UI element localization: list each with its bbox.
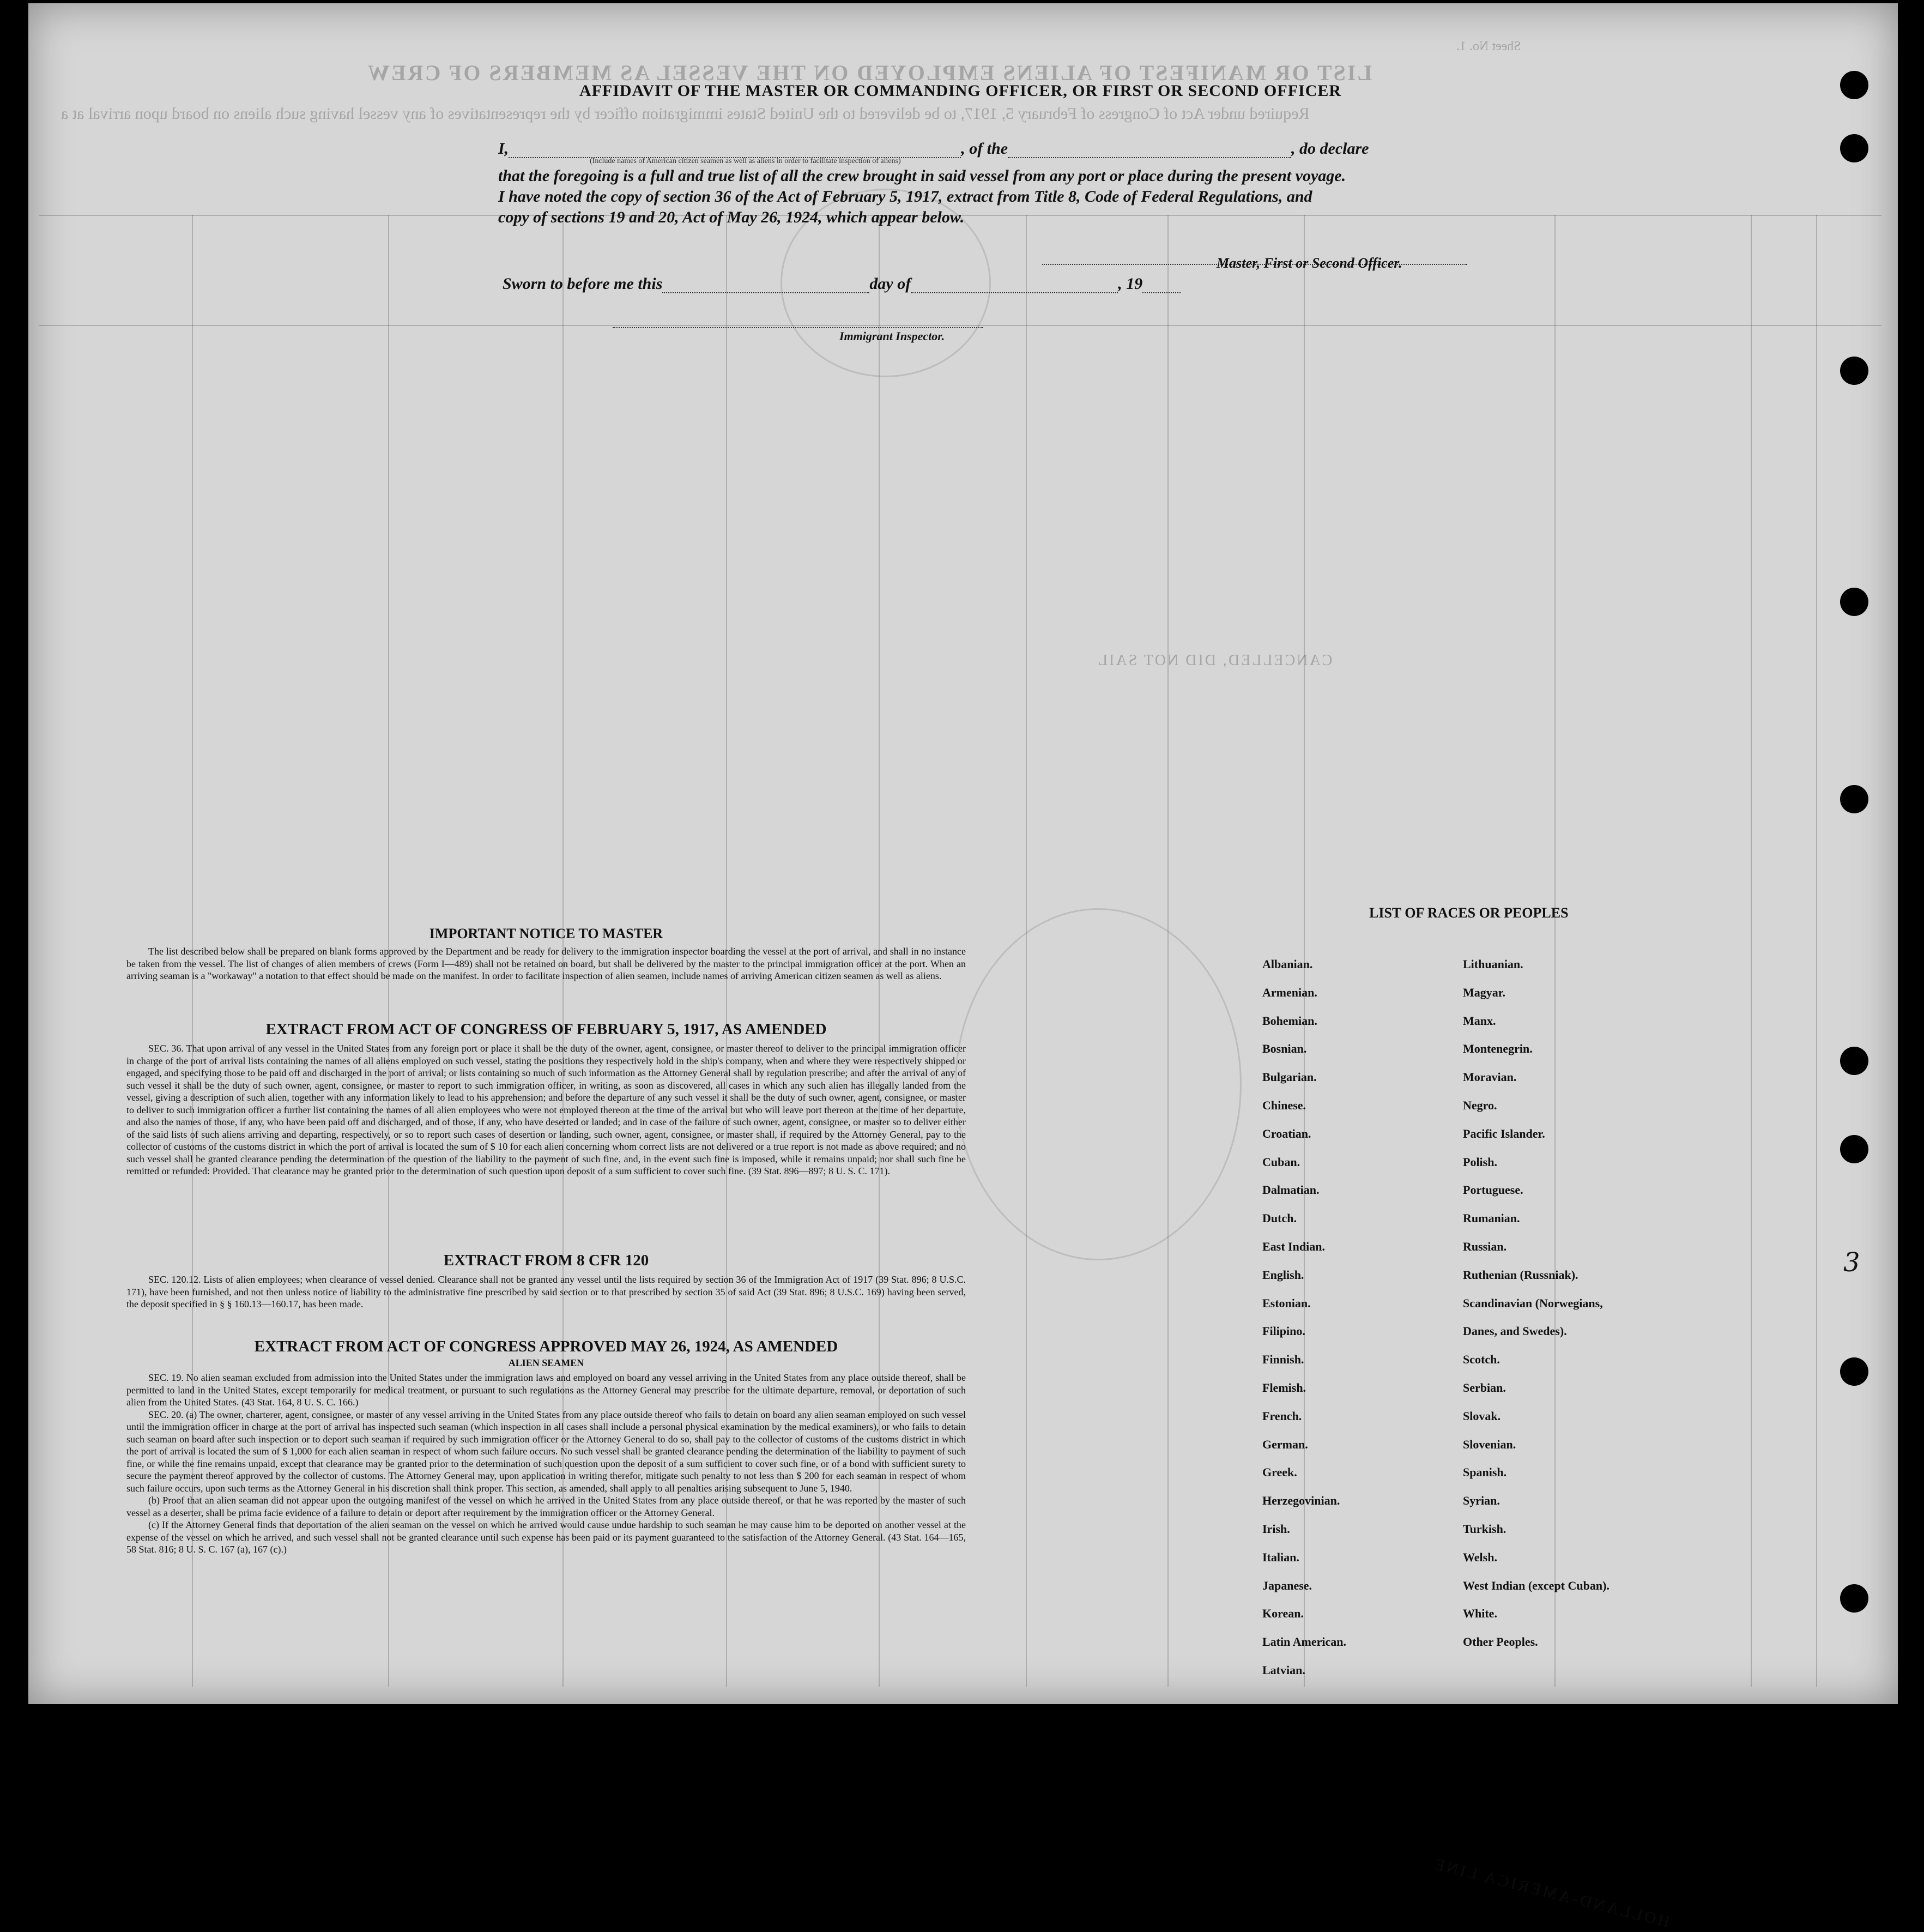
race-item: German. (1262, 1437, 1308, 1451)
race-item: Serbian. (1463, 1381, 1506, 1394)
race-item: Bohemian. (1262, 1013, 1317, 1028)
sec-20a-paragraph: SEC. 20. (a) The owner, charterer, agent, consignee, or master of any vessel arriving in the United States from any place outside thereof who fails to detain on board any alien seaman employed on such vessel until the immigration officer in charge at the port of arrival has inspected such seaman (which inspection in all cases shall include a personal physical examination by the medical examiners), or who fails to detain such seaman on board after such inspection or to deport such seaman if required by such immigration officer or the Attorney General to do so, shall pay to the collector of customs of the customs district in which the port of arrival is located the sum of $ 1,000 for each alien seaman in respect of whom such failure occurs. No such vessel shall be granted clearance pending the determination of the liability to payment of such fine, or while the fine remains unpaid, except that clearance may be granted prior to the determination of such question upon the deposit of a sum sufficient to cover such fine, or of a bond with sufficient surety to secure the payment thereof approved by the collector of customs. The Attorney General may, upon application in writing therefor, mitigate such penalty to not less than $ 200 for each seaman in respect of whom such failure occurs, upon such terms as the Attorney General in his discretion shall think proper. This section, as amended, shall apply to all penalties arising subsequent to June 5, 1940. (126, 1409, 966, 1494)
affidavit-note: (Include names of American citizen seamen as well as aliens in order to facilitate inspection of aliens) (590, 157, 901, 165)
race-item: Japanese. (1262, 1578, 1312, 1592)
races-title: LIST OF RACES OR PEOPLES (1369, 905, 1569, 921)
race-item: Latvian. (1262, 1663, 1305, 1677)
binder-hole-icon (1840, 71, 1868, 99)
race-item: Latin American. (1262, 1635, 1346, 1649)
extract-cfr-paragraph: SEC. 120.12. Lists of alien employees; when clearance of vessel denied. Clearance shall not be granted any vessel until the lists required by section 36 of the Immigration Act of 1917 (39 Stat. 896; 8 U.S.C. 171), have been furnished, and not then unless notice of liability to the administrative fine prescribed by said section or to that prescribed by section 35 of said Act (39 Stat. 896; 8 U.S.C. 169) having been served, the deposit specified in § § 160.13—160.17, has been made. (126, 1274, 966, 1309)
binder-hole-icon (1840, 1047, 1868, 1075)
stamp-impression (955, 908, 1242, 1260)
sec-19-paragraph: SEC. 19. No alien seaman excluded from admission into the United States under the immigration laws and employed on board any vessel arriving in the United States from any place outside thereof, shall be permitted to land in the United States, except temporarily for medical treatment, or pursuant to such regulations as the Attorney General may prescribe for the ultimate departure, removal, or deportation of such alien from the United States. (43 Stat. 164, 8 U. S. C. 166.) (126, 1372, 966, 1408)
binder-hole-icon (1840, 134, 1868, 162)
race-item: Bosnian. (1262, 1042, 1307, 1056)
bleed-through-subheader: Required under Act of Congress of February 5, 1917, to be delivered to the United States immigration officer by the representatives of any vessel having such aliens on board upon arrival at a (61, 105, 1310, 123)
binder-hole-icon (1840, 588, 1868, 616)
binder-hole-icon (1840, 785, 1868, 813)
extract-1924-subtitle: ALIEN SEAMEN (508, 1357, 584, 1368)
sworn-day-field[interactable] (662, 292, 869, 293)
binder-hole-icon (1840, 357, 1868, 385)
affidavit-i-label: I, (498, 140, 509, 158)
race-item: Flemish. (1262, 1381, 1306, 1394)
inspector-label: Immigrant Inspector. (839, 329, 945, 343)
race-item: Rumanian. (1463, 1211, 1520, 1225)
race-item: Turkish. (1463, 1522, 1506, 1536)
bleed-grid-v9 (1554, 215, 1556, 1687)
sworn-year-field[interactable] (1142, 292, 1181, 293)
inspector-signature-field[interactable] (613, 327, 983, 328)
sworn-month-field[interactable] (911, 292, 1118, 293)
year-label: , 19 (1118, 275, 1143, 293)
race-item: English. (1262, 1267, 1304, 1282)
race-item: Greek. (1262, 1465, 1297, 1480)
affidavit-line-3: I have noted the copy of section 36 of the Act of February 5, 1917, extract from Title 8, Code of Federal Regulations, and (498, 188, 1312, 206)
notice-text (126, 945, 966, 982)
bleed-through-sheet: Sheet No. 1. (1456, 39, 1521, 53)
sec-20c-paragraph: (c) If the Attorney General finds that deportation of the alien seaman on the vessel on which he arrived would cause undue hardship to such seaman he may cause him to be deported on another vessel at the expense of the vessel on which he arrived, and such vessel shall not be granted clearance until such expense has been paid or its payment guaranteed to the satisfaction of the Attorney General. (43 Stat. 164—165, 58 Stat. 816; 8 U. S. C. 167 (a), 167 (c).) (126, 1519, 966, 1555)
affidavit-line-4: copy of sections 19 and 20, Act of May 26, 1924, which appear below. (498, 208, 965, 226)
affidavit-of-the-label: , of the (961, 140, 1008, 158)
margin-mark: 3 (1843, 1247, 1860, 1278)
race-item: Manx. (1463, 1013, 1496, 1028)
race-item: Scotch. (1463, 1353, 1500, 1367)
binder-hole-icon (1840, 1357, 1868, 1386)
race-item: Polish. (1463, 1155, 1497, 1169)
extract-1924-title: EXTRACT FROM ACT OF CONGRESS APPROVED MAY 26, 1924, AS AMENDED (254, 1338, 838, 1355)
race-item: Chinese. (1262, 1098, 1306, 1112)
race-item: Ruthenian (Russniak). (1463, 1267, 1578, 1282)
extract-1924-text (126, 1372, 966, 1556)
bleed-grid-v11 (1816, 215, 1817, 1687)
race-item: Bulgarian. (1262, 1070, 1317, 1084)
extract-1917-title: EXTRACT FROM ACT OF CONGRESS OF FEBRUARY 5, 1917, AS AMENDED (265, 1021, 827, 1038)
race-item: Italian. (1262, 1550, 1299, 1564)
race-item: East Indian. (1262, 1240, 1325, 1253)
race-item: Estonian. (1262, 1296, 1311, 1310)
race-item: Moravian. (1463, 1070, 1517, 1084)
notice-title: IMPORTANT NOTICE TO MASTER (429, 926, 663, 941)
day-of-label: day of (869, 275, 911, 293)
affidavit-line-2: that the foregoing is a full and true list of all the crew brought in said vessel from any port or place during the present voyage. (498, 167, 1346, 185)
race-item: Croatian. (1262, 1126, 1311, 1140)
notice-paragraph: The list described below shall be prepared on blank forms approved by the Department and be ready for delivery to the immigration inspector boarding the vessel at the port of arrival, and shall in no instance be taken from the vessel. The list of changes of alien members of crews (Form I—489) shall not be retained on board, but shall be delivered by the master to the principal immigration officer at the port. When an arriving seaman is a "workaway" a notation to that effect should be made on the manifest. In order to facilitate inspection of alien seamen, include names of arriving American citizen seamen as well as aliens. (126, 946, 966, 981)
bleed-through-line: HOLLAND-AMERICA LINE (1430, 1855, 1672, 1931)
binder-hole-icon (1840, 1135, 1868, 1163)
race-item: Finnish. (1262, 1353, 1304, 1367)
bleed-grid-v8 (1304, 215, 1305, 1687)
race-item: Montenegrin. (1463, 1042, 1533, 1056)
race-item: Magyar. (1463, 985, 1506, 999)
extract-1917-paragraph: SEC. 36. That upon arrival of any vessel in the United States from any foreign port or place it shall be the duty of the owner, agent, consignee, or master thereof to deliver to the principal immigration officer in charge of the port of arrival lists containing the names of all aliens employed on such vessel, stating the positions they respectively hold in the ship's company, when and where they were respectively shipped or engaged, and specifying those to be paid off and discharged in the port of arrival; or lists containing so much of such information as the Attorney General shall by regulation prescribe; and after the arrival of any of such vessel it shall be the duty of such owner, agent, consignee, or master to report to such immigration officer, in writing, as soon as discovered, all cases in which any such alien has illegally landed from the vessel, giving a description of such alien, together with any information likely to lead to his apprehension; and before the departure of any such vessel it shall be the duty of such owner, agent, consignee, or master to deliver to such immigration officer a further list containing the names of all alien employees who were not employed thereon at the time of the arrival but who will leave port thereon at the time of her departure, and also the names of those, if any, who have been paid off and discharged, and of those, if any, who have deserted or landed; and in case of the failure of such owner, agent, consignee, or master so to deliver either of the said lists of such aliens arriving and departing, respectively, or so to report such cases of desertion or landing, such owner, agent, consignee, or master shall, if required by the Attorney General, pay to the collector of customs of the customs district in which the port of arrival is located the sum of $ 10 for each alien concerning whom correct lists are not delivered or a true report is not made as above required; and no such vessel shall be granted clearance pending the determination of the question of the liability to the payment of such fine, and, in the event such fine is imposed, while it remains unpaid; nor shall such fine be remitted or refunded: Provided. That clearance may be granted prior to the determination of such question upon deposit of a sum sufficient to cover such fine. (39 Stat. 896—897; 8 U. S. C. 171). (126, 1043, 966, 1176)
bleed-through-header: LIST OR MANIFEST OF ALIENS EMPLOYED ON THE VESSEL AS MEMBERS OF CREW (366, 61, 1372, 85)
race-item: Herzegovinian. (1262, 1494, 1340, 1508)
race-item: Spanish. (1463, 1465, 1507, 1480)
sworn-line (503, 275, 1181, 293)
race-item: Lithuanian. (1463, 957, 1523, 971)
race-item: Filipino. (1262, 1324, 1305, 1338)
binder-hole-icon (1840, 1584, 1868, 1613)
race-item: Cuban. (1262, 1155, 1300, 1169)
race-item: Albanian. (1262, 957, 1313, 971)
extract-cfr-text (126, 1273, 966, 1311)
affidavit-declare-label: , do declare (1291, 140, 1369, 158)
extract-1917-text (126, 1042, 966, 1178)
race-item: Syrian. (1463, 1494, 1500, 1508)
race-item: Welsh. (1463, 1550, 1497, 1564)
race-item: Slovak. (1463, 1409, 1501, 1423)
document-page (28, 3, 1898, 1931)
race-item: Russian. (1463, 1240, 1507, 1253)
race-item: Portuguese. (1463, 1183, 1523, 1197)
race-item: West Indian (except Cuban). (1463, 1578, 1610, 1592)
bleed-through-cancelled: CANCELLED, DID NOT SAIL (1097, 652, 1333, 669)
race-item: Dutch. (1262, 1211, 1297, 1225)
affidavit-declare-line (498, 140, 1369, 158)
race-item: Other Peoples. (1463, 1635, 1538, 1649)
race-item: Korean. (1262, 1607, 1304, 1621)
bleed-grid-v10 (1751, 215, 1752, 1687)
race-item: Negro. (1463, 1098, 1497, 1112)
extract-cfr-title: EXTRACT FROM 8 CFR 120 (443, 1252, 649, 1269)
signature-label: Master, First or Second Officer. (1217, 255, 1402, 271)
vessel-name-field[interactable] (1008, 157, 1291, 158)
race-item: White. (1463, 1607, 1497, 1621)
race-item: Pacific Islander. (1463, 1126, 1545, 1140)
race-item: Slovenian. (1463, 1437, 1516, 1451)
race-item: Danes, and Swedes). (1463, 1324, 1567, 1338)
race-item: French. (1262, 1409, 1302, 1423)
race-item: Irish. (1262, 1522, 1290, 1536)
sworn-label: Sworn to before me this (503, 275, 663, 293)
race-item: Dalmatian. (1262, 1183, 1320, 1197)
sec-20b-paragraph: (b) Proof that an alien seaman did not appear upon the outgoing manifest of the vessel on which he arrived in the United States from any place outside thereof, or that he was reported by the master of such vessel as a deserter, shall be prima facie evidence of a failure to detain or deport after requirement by the immigration officer or the Attorney General. (126, 1495, 966, 1518)
affidavit-title: AFFIDAVIT OF THE MASTER OR COMMANDING OFFICER, OR FIRST OR SECOND OFFICER (579, 82, 1342, 100)
race-item: Armenian. (1262, 985, 1317, 999)
race-item: Scandinavian (Norwegians, (1463, 1296, 1603, 1310)
